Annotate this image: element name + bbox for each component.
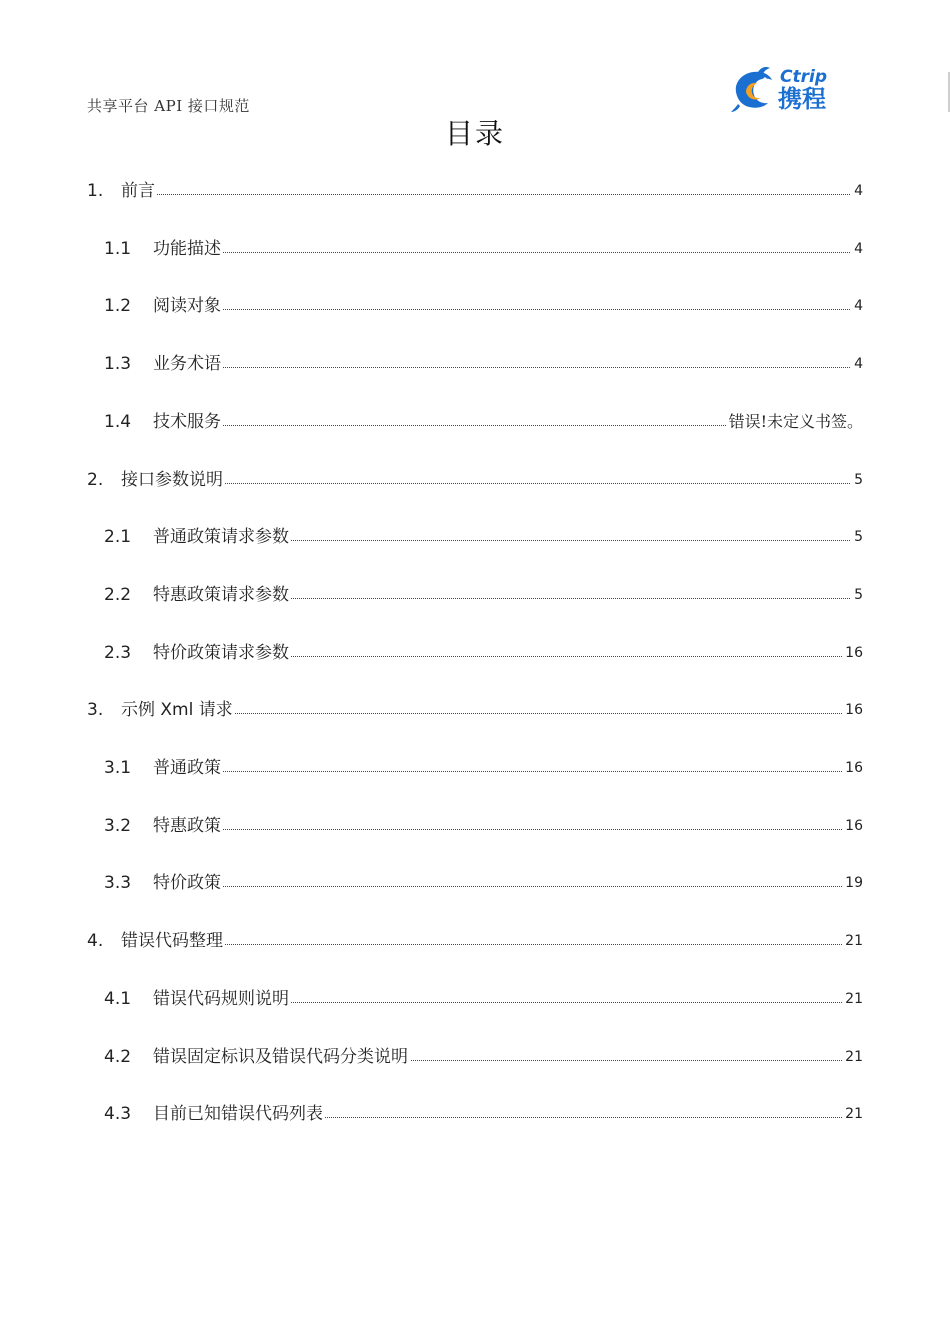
dolphin-logo-icon <box>730 62 852 114</box>
toc-entry-label: 技术服务 <box>153 412 221 432</box>
toc-entry-number: 2.1 <box>104 527 132 547</box>
logo-text-cn: 携程 <box>778 85 826 113</box>
toc-entry-label: 特惠政策请求参数 <box>153 585 289 605</box>
toc-entry-label: 特惠政策 <box>153 816 221 836</box>
toc-entry-page-number: 5 <box>851 468 863 492</box>
toc-entry-page-number: 4 <box>851 294 863 318</box>
toc-entry-page-number: 21 <box>842 1102 863 1126</box>
toc-entry-number: 2. <box>87 470 104 490</box>
toc-entry[interactable] <box>0 468 950 492</box>
toc-entry-label: 业务术语 <box>153 354 221 374</box>
toc-entry-number: 4.1 <box>104 989 132 1009</box>
toc-entry[interactable] <box>0 410 950 434</box>
toc-entry[interactable] <box>0 294 950 318</box>
toc-dot-leader <box>153 771 860 772</box>
toc-entry-number: 1.3 <box>104 354 132 374</box>
logo-text-en: Ctrip <box>780 67 827 87</box>
toc-entry-bookmark-error: 错误!未定义书签。 <box>726 410 863 434</box>
toc-entry-number: 3.1 <box>104 758 132 778</box>
toc-dot-leader <box>153 367 860 368</box>
toc-entry-number: 1. <box>87 181 104 201</box>
toc-entry-number: 3.3 <box>104 873 132 893</box>
toc-entry-label: 特价政策 <box>153 873 221 893</box>
toc-entry-label: 功能描述 <box>153 239 221 259</box>
toc-entry[interactable] <box>0 525 950 549</box>
toc-entry-number: 4.3 <box>104 1104 132 1124</box>
toc-entry-label: 示例 Xml 请求 <box>121 700 233 720</box>
toc-entry[interactable] <box>0 871 950 895</box>
toc-entry[interactable] <box>0 1102 950 1126</box>
toc-entry-number: 3. <box>87 700 104 720</box>
toc-entry[interactable] <box>0 352 950 376</box>
toc-entry-label: 错误固定标识及错误代码分类说明 <box>153 1047 408 1067</box>
toc-entry-number: 1.4 <box>104 412 132 432</box>
page-title: 目录 <box>444 117 505 150</box>
toc-entry-page-number: 19 <box>842 871 863 895</box>
toc-entry-label: 阅读对象 <box>153 296 221 316</box>
toc-entry[interactable] <box>0 1045 950 1069</box>
toc-entry-page-number: 4 <box>851 179 863 203</box>
toc-entry-label: 接口参数说明 <box>121 470 223 490</box>
header-doc-title: 共享平台 API 接口规范 <box>87 97 250 115</box>
toc-dot-leader <box>121 483 860 484</box>
toc-entry-label: 前言 <box>121 181 155 201</box>
toc-dot-leader <box>121 194 860 195</box>
toc-entry-label: 错误代码规则说明 <box>153 989 289 1009</box>
toc-entry[interactable] <box>0 583 950 607</box>
toc-entry[interactable] <box>0 987 950 1011</box>
toc-entry-label: 普通政策 <box>153 758 221 778</box>
toc-entry[interactable] <box>0 698 950 722</box>
toc-dot-leader <box>153 829 860 830</box>
toc-dot-leader <box>121 944 860 945</box>
toc-dot-leader <box>153 252 860 253</box>
toc-entry[interactable] <box>0 814 950 838</box>
toc-entry-number: 2.2 <box>104 585 132 605</box>
toc-dot-leader <box>153 309 860 310</box>
toc-entry-page-number: 4 <box>851 352 863 376</box>
toc-entry-number: 1.1 <box>104 239 132 259</box>
toc-entry-page-number: 16 <box>842 814 863 838</box>
toc-entry-page-number: 4 <box>851 237 863 261</box>
toc-entry[interactable] <box>0 756 950 780</box>
toc-entry-number: 2.3 <box>104 643 132 663</box>
toc-entry-number: 3.2 <box>104 816 132 836</box>
toc-entry-page-number: 21 <box>842 929 863 953</box>
toc-entry-page-number: 5 <box>851 583 863 607</box>
toc-entry-page-number: 21 <box>842 1045 863 1069</box>
toc-entry-number: 4. <box>87 931 104 951</box>
toc-entry-label: 特价政策请求参数 <box>153 643 289 663</box>
toc-entry[interactable] <box>0 237 950 261</box>
toc-entry-label: 普通政策请求参数 <box>153 527 289 547</box>
toc-entry-number: 4.2 <box>104 1047 132 1067</box>
toc-entry-page-number: 16 <box>842 641 863 665</box>
ctrip-logo <box>730 62 852 114</box>
toc-entry-number: 1.2 <box>104 296 132 316</box>
toc-entry-page-number: 16 <box>842 698 863 722</box>
toc-entry[interactable] <box>0 641 950 665</box>
toc-entry-label: 错误代码整理 <box>121 931 223 951</box>
toc-entry[interactable] <box>0 929 950 953</box>
toc-entry-page-number: 21 <box>842 987 863 1011</box>
toc-entry-page-number: 5 <box>851 525 863 549</box>
toc-entry-page-number: 16 <box>842 756 863 780</box>
toc-dot-leader <box>153 886 860 887</box>
toc-entry[interactable] <box>0 179 950 203</box>
toc-entry-label: 目前已知错误代码列表 <box>153 1104 323 1124</box>
